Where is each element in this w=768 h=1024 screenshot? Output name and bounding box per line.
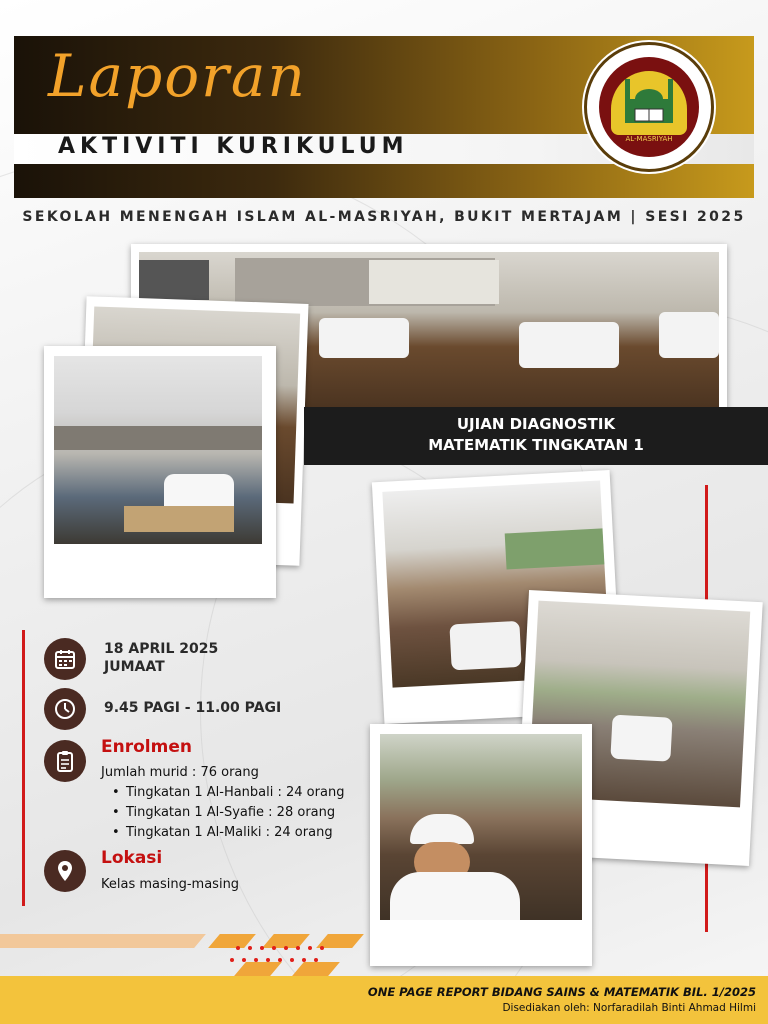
logo-emblem — [599, 57, 699, 157]
logo-text: AL-MASRIYAH — [625, 135, 673, 143]
location-pin-icon — [44, 850, 86, 892]
photo-image — [380, 734, 582, 920]
footer-bar — [0, 976, 768, 1024]
location-heading: Lokasi — [101, 848, 163, 868]
caption-line-2: MATEMATIK TINGKATAN 1 — [428, 436, 644, 454]
title-subtitle: AKTIVITI KURIKULUM — [58, 134, 409, 159]
photo-image — [54, 356, 262, 544]
class-item: • Tingkatan 1 Al-Maliki : 24 orang — [126, 825, 333, 840]
accent-line — [705, 485, 708, 611]
enrolment-heading: Enrolmen — [101, 737, 192, 757]
caption-line-1: UJIAN DIAGNOSTIK — [456, 415, 616, 433]
activity-caption — [304, 407, 768, 465]
activity-day: JUMAAT — [104, 659, 165, 675]
photo-classroom-left — [44, 346, 276, 598]
activity-date: 18 APRIL 2025 — [104, 641, 219, 657]
clipboard-icon — [44, 740, 86, 782]
footer-prepared-by: Disediakan oleh: Norfaradilah Binti Ahmad Hilmi — [502, 1002, 756, 1014]
school-line: SEKOLAH MENENGAH ISLAM AL-MASRIYAH, BUKIT MERTAJAM | SESI 2025 — [22, 209, 746, 225]
footer-report-title: ONE PAGE REPORT BIDANG SAINS & MATEMATIK BIL. 1/2025 — [367, 985, 756, 999]
title-script: Laporan — [48, 42, 307, 110]
accent-line — [22, 630, 25, 906]
deco-stripe — [0, 934, 206, 948]
accent-line — [705, 860, 708, 932]
class-item: • Tingkatan 1 Al-Syafie : 28 orang — [126, 805, 335, 820]
enrolment-total: Jumlah murid : 76 orang — [101, 765, 259, 780]
photo-classroom-front-student — [370, 724, 592, 966]
location-text: Kelas masing-masing — [101, 877, 240, 892]
activity-time: 9.45 PAGI - 11.00 PAGI — [104, 700, 282, 716]
calendar-icon — [44, 638, 86, 680]
school-logo — [584, 42, 714, 172]
class-item: • Tingkatan 1 Al-Hanbali : 24 orang — [126, 785, 344, 800]
clock-icon — [44, 688, 86, 730]
